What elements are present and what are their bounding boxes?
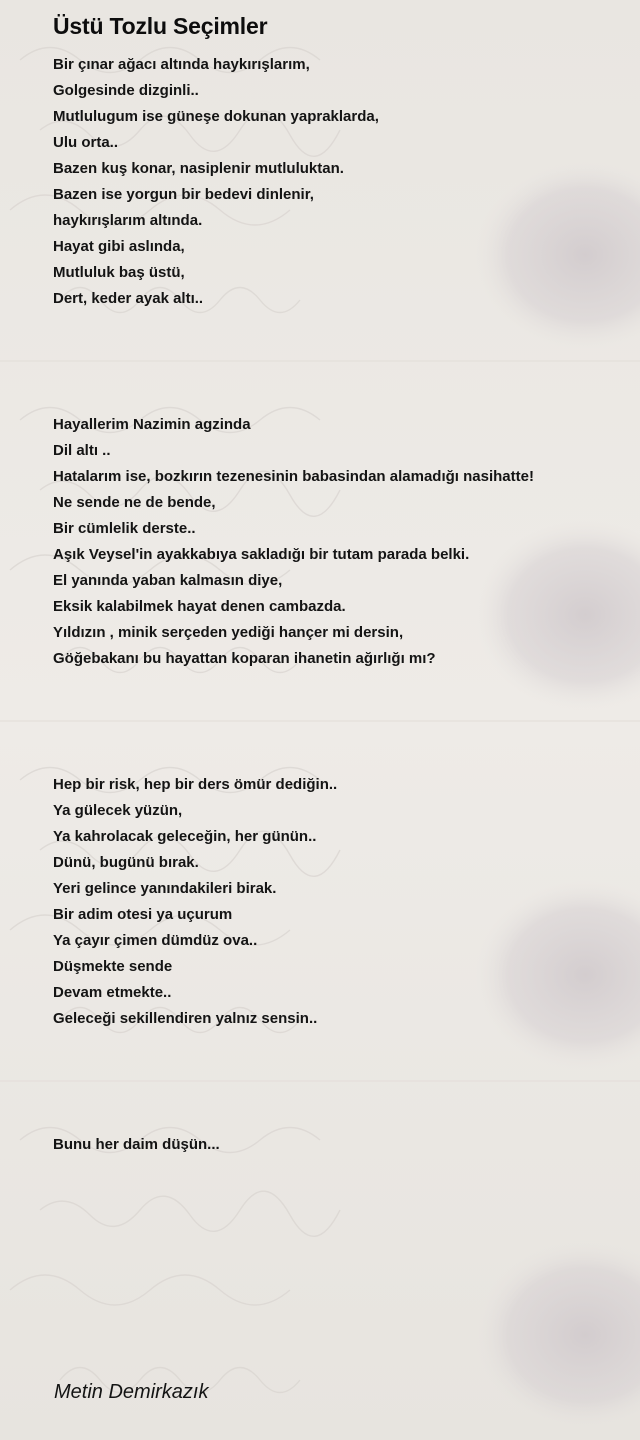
poem-line: Bazen ise yorgun bir bedevi dinlenir, xyxy=(53,186,314,203)
poem-line: El yanında yaban kalmasın diye, xyxy=(53,572,283,589)
stanza-4 xyxy=(53,1132,220,1158)
stanza-1 xyxy=(53,52,379,312)
poem-line: Devam etmekte.. xyxy=(53,984,172,1001)
poem-line: Hep bir risk, hep bir ders ömür dediğin.. xyxy=(53,776,338,793)
poem-line: Mutluluk baş üstü, xyxy=(53,264,185,281)
poem-line: Hatalarım ise, bozkırın tezenesinin babasindan alamadığı nasihatte! xyxy=(53,468,534,485)
poem-line: Bazen kuş konar, nasiplenir mutluluktan. xyxy=(53,160,344,177)
poem-line: Göğebakanı bu hayattan koparan ihanetin ağırlığı mı? xyxy=(53,650,436,667)
poem-line: Hayallerim Nazimin agzinda xyxy=(53,416,251,433)
poem-line: Bir adim otesi ya uçurum xyxy=(53,906,233,923)
stanza-3 xyxy=(53,772,337,1032)
poem-author: Metin Demirkazık xyxy=(54,1381,209,1403)
poem-line: Yıldızın , minik serçeden yediği hançer mi dersin, xyxy=(53,624,404,641)
poem-line: Düşmekte sende xyxy=(53,958,173,975)
poem-line: Hayat gibi aslında, xyxy=(53,238,185,255)
poem-line: Dil altı .. xyxy=(53,442,111,459)
poem-line: Yeri gelince yanındakileri birak. xyxy=(53,880,277,897)
poem-line: Eksik kalabilmek hayat denen cambazda. xyxy=(53,598,346,615)
poem-line: Bir çınar ağacı altında haykırışlarım, xyxy=(53,56,310,73)
poem-line: Aşık Veysel'in ayakkabıya sakladığı bir tutam parada belki. xyxy=(53,546,470,563)
poem-line: Geleceği sekillendiren yalnız sensin.. xyxy=(53,1010,318,1027)
poem-line: haykırışlarım altında. xyxy=(53,212,203,229)
stanza-2 xyxy=(53,412,534,672)
poem-line: Dert, keder ayak altı.. xyxy=(53,290,204,307)
poem-line: Golgesinde dizginli.. xyxy=(53,82,199,99)
poem-line: Bir cümlelik derste.. xyxy=(53,520,196,537)
poem-line: Dünü, bugünü bırak. xyxy=(53,854,199,871)
poem-line: Ya gülecek yüzün, xyxy=(53,802,183,819)
poem-title: Üstü Tozlu Seçimler xyxy=(53,13,268,39)
poem-line: Ne sende ne de bende, xyxy=(53,494,216,511)
poem-line: Bunu her daim düşün... xyxy=(53,1136,220,1153)
poem-line: Ulu orta.. xyxy=(53,134,119,151)
poem-line: Mutlulugum ise güneşe dokunan yapraklarda, xyxy=(53,108,379,125)
poem-line: Ya kahrolacak geleceğin, her günün.. xyxy=(53,828,317,845)
poem-line: Ya çayır çimen dümdüz ova.. xyxy=(53,932,258,949)
